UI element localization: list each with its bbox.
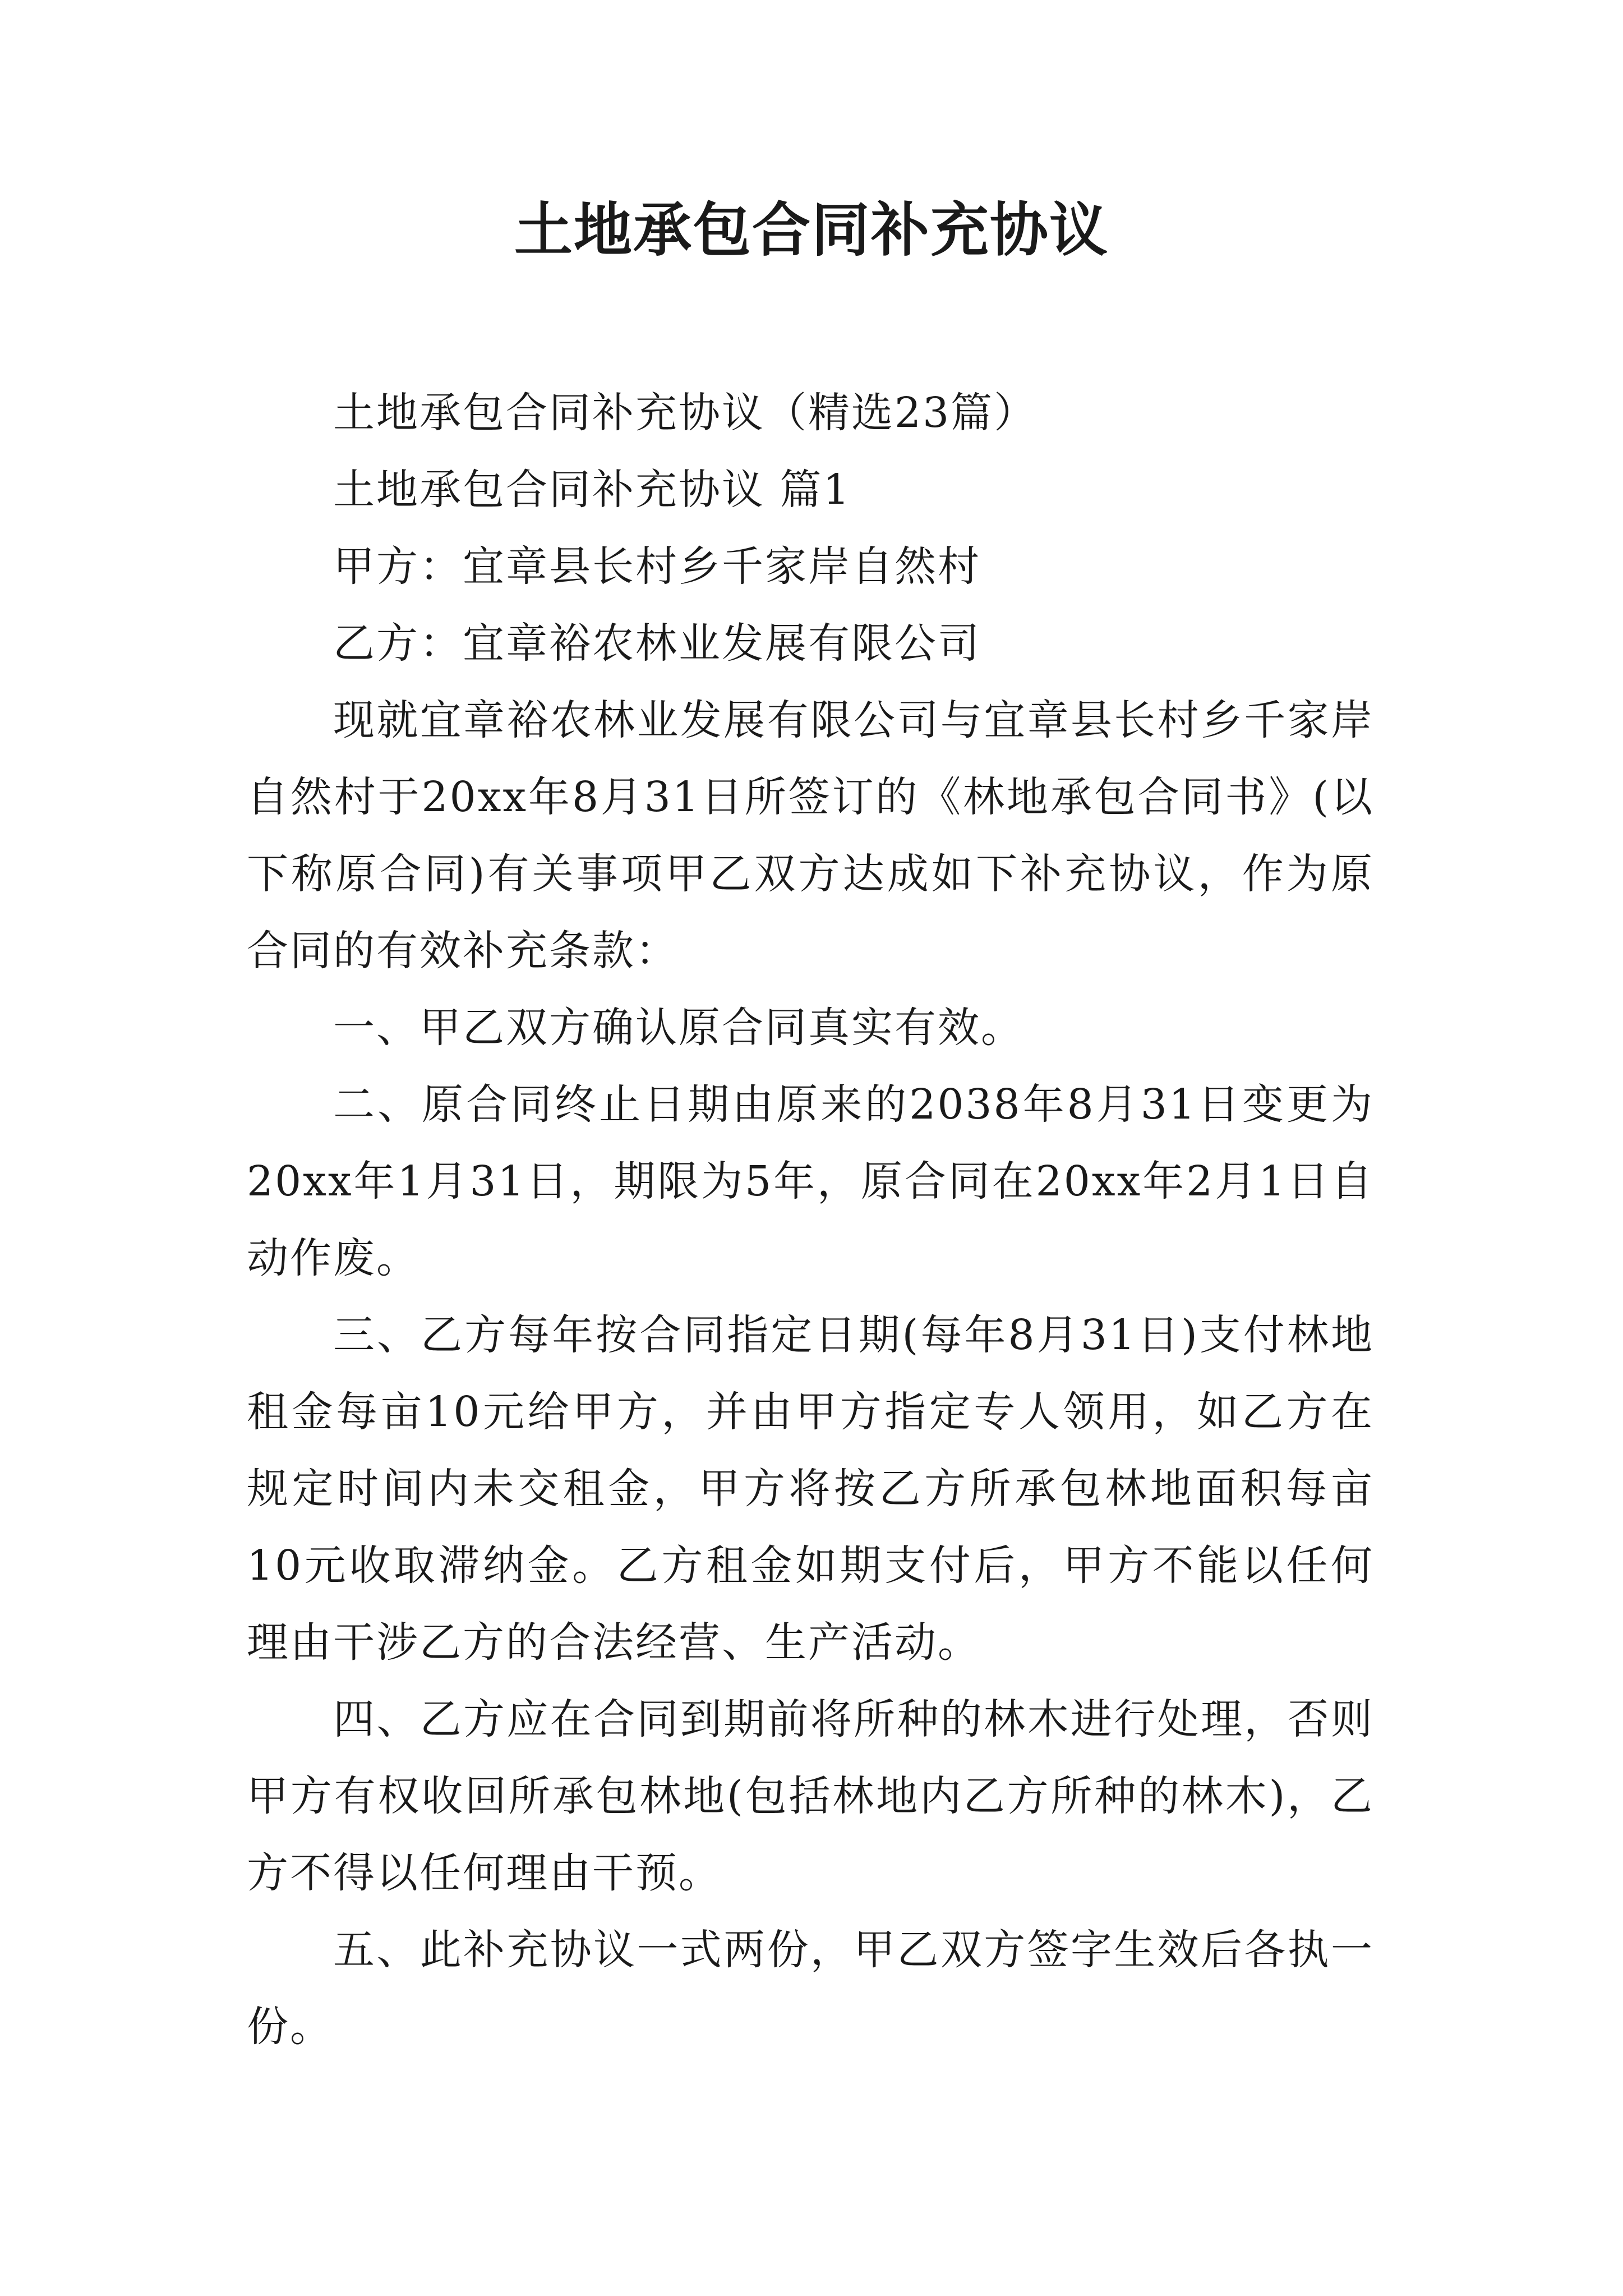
paragraph-clause-1: 一、甲乙双方确认原合同真实有效。 — [333, 1004, 1024, 1052]
paragraph-preamble: 现就宜章裕农林业发展有限公司与宜章县长村乡千家岸自然村于20xx年8月31日所签订的《林地承包合同书》(以下称原合同)有关事项甲乙双方达成如下补充协议，作为原合同的有效补充条款： — [247, 696, 1374, 975]
document-body — [247, 375, 1374, 2065]
paragraph-collection-heading: 土地承包合同补充协议（精选23篇） — [333, 389, 1038, 437]
paragraph-clause-5: 五、此补充协议一式两份，甲乙双方签字生效后各执一份。 — [247, 1926, 1374, 2051]
paragraph-clause-3: 三、乙方每年按合同指定日期(每年8月31日)支付林地租金每亩10元给甲方，并由甲方指定专人领用，如乙方在规定时间内未交租金，甲方将按乙方所承包林地面积每亩10元收取滞纳金。乙方租金如期支付后，甲方不能以任何理由干涉乙方的合法经营、生产活动。 — [247, 1311, 1374, 1667]
paragraph-party-a: 甲方：宜章县长村乡千家岸自然村 — [333, 542, 981, 591]
document-title: 土地承包合同补充协议 — [514, 195, 1109, 264]
paragraph-clause-2: 二、原合同终止日期由原来的2038年8月31日变更为20xx年1月31日，期限为5年，原合同在20xx年2月1日自动作废。 — [247, 1080, 1374, 1282]
paragraph-clause-4: 四、乙方应在合同到期前将所种的林木进行处理，否则甲方有权收回所承包林地(包括林地内乙方所种的林木)，乙方不得以任何理由干预。 — [247, 1695, 1374, 1897]
paragraph-party-b: 乙方：宜章裕农林业发展有限公司 — [333, 619, 981, 668]
paragraph-section-heading: 土地承包合同补充协议 篇1 — [333, 466, 851, 514]
